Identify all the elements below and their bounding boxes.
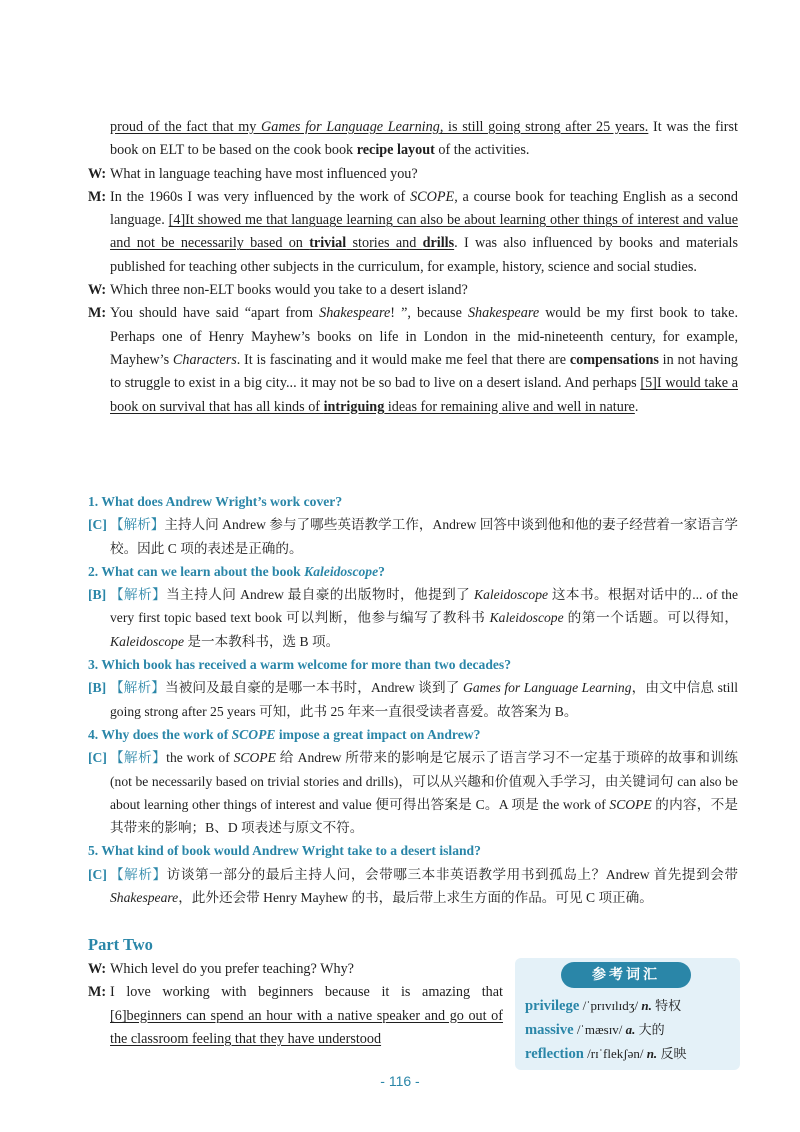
vocab-item: reflection /rɪˈflekʃən/ n. 反映 — [525, 1046, 687, 1062]
question-5: 5. What kind of book would Andrew Wright take to a desert island? — [88, 843, 481, 859]
answer-4: [C] 【解析】the work of SCOPE 给 Andrew 所带来的影响是它展示了语言学习不一定基于琐碎的故事和训练 (not be necessarily based on trivial stories and drills)，可以从兴趣和价值观入手学习，由关键词句 can also be about learning other things of interest and value 便可得出答案是 C。A 项是 the work of SCOPE 的内容，不是其带来的影响；B、D 项表述与原文不符。 — [88, 750, 738, 836]
vocab-item: massive /ˈmæsɪv/ a. 大的 — [525, 1022, 665, 1038]
dialogue-line-w: W: What in language teaching have most influenced you? — [88, 163, 738, 186]
speaker-label: W: — [88, 961, 107, 977]
answer-1: [C] 【解析】主持人问 Andrew 参与了哪些英语教学工作，Andrew 回答中谈到他和他的妻子经营着一家语言学校。因此 C 项的表述是正确的。 — [88, 517, 738, 556]
page-number: - 116 - — [380, 1073, 420, 1089]
dialogue-line-continued: proud of the fact that my Games for Language Learning, is still going strong after 25 years. It was the first book on ELT to be based on the cook book recipe layout of the activities. — [110, 119, 738, 159]
dialogue-line-m: M: You should have said “apart from Shakespeare! ”, because Shakespeare would be my first book to take. Perhaps one of Henry Mayhew’s books on life in London in the mid-nineteenth century, for example, Mayhew’s Characters. It is fascinating and it would make me feel that there are compensations in not having to struggle to exist in a big city... it may not be so bad to live on a desert island. And perhaps [5]I would take a book on survival that has all kinds of intriguing ideas for remaining alive and well in nature. — [88, 302, 738, 418]
underlined-text: [6]beginners can spend an hour with a native speaker and go out of the classroom feeling that they have understood — [110, 1007, 503, 1047]
question-1: 1. What does Andrew Wright’s work cover? — [88, 494, 343, 509]
part-two-title: Part Two — [88, 935, 153, 954]
question-2: 2. What can we learn about the book Kaleidoscope? — [88, 563, 385, 579]
dialogue-part-two — [88, 958, 503, 1051]
answer-3: [B] 【解析】当被问及最自豪的是哪一本书时，Andrew 谈到了 Games for Language Learning，由文中信息 still going strong after 25 years 可知，此书 25 年来一直很受读者喜爱。故答案为 B。 — [88, 680, 739, 719]
dialogue-line-m: M: In the 1960s I was very influenced by the work of SCOPE, a course book for teaching English as a second language. [4]It showed me that language learning can also be about learning other things of interest and value and not be necessarily based on trivial stories and drills. I was also influenced by books and materials published for teaching other subjects in the curriculum, for example, history, science and social studies. — [88, 186, 738, 279]
answer-2: [B] 【解析】当主持人问 Andrew 最自豪的出版物时，他提到了 Kaleidoscope 这本书。根据对话中的... of the very first topic based text book 可以判断，他参与编写了教科书 Kaleidoscope 的第一个话题。可以得知，Kaleidoscope 是一本教科书，选 B 项。 — [88, 587, 739, 649]
vocabulary-box — [515, 958, 740, 1070]
question-3: 3. Which book has received a warm welcome for more than two decades? — [88, 657, 511, 673]
speaker-label: M: — [88, 984, 107, 1001]
underlined-text: [4]It showed me that language learning can also be about learning other things of interest and value and not be necessarily based on trivial stories and drills — [110, 212, 738, 252]
vocabulary-list — [525, 994, 686, 1066]
speaker-label: M: — [88, 305, 107, 322]
speaker-label: W: — [88, 282, 107, 299]
underlined-text: proud of the fact that my Games for Language Learning, is still going strong after 25 years. — [110, 119, 649, 135]
speaker-label: M: — [88, 188, 107, 205]
speaker-label: W: — [88, 165, 107, 182]
questions-section — [88, 490, 738, 909]
dialogue-line-m: M: I love working with beginners because it is amazing that [6]beginners can spend an hour with a native speaker and go out of the classroom feeling that they have understood — [88, 981, 503, 1051]
underlined-text: [5]I would take a book on survival that has all kinds of intriguing ideas for remaining alive and well in nature — [110, 375, 738, 415]
vocab-item: privilege /ˈprɪvɪlɪdʒ/ n. 特权 — [525, 998, 682, 1014]
dialogue-line-w: W: Which three non-ELT books would you take to a desert island? — [88, 279, 738, 302]
question-4: 4. Why does the work of SCOPE impose a great impact on Andrew? — [88, 726, 481, 742]
dialogue-line-w: W: Which level do you prefer teaching? Why? — [88, 958, 503, 981]
answer-5: [C] 【解析】访谈第一部分的最后主持人问，会带哪三本非英语教学用书到孤岛上？Andrew 首先提到会带 Shakespeare，此外还会带 Henry Mayhew 的书，最后带上求生方面的作品。可见 C 项正确。 — [88, 866, 739, 906]
vocabulary-title: 参考词汇 — [561, 962, 691, 988]
dialogue-part-one — [88, 116, 738, 419]
